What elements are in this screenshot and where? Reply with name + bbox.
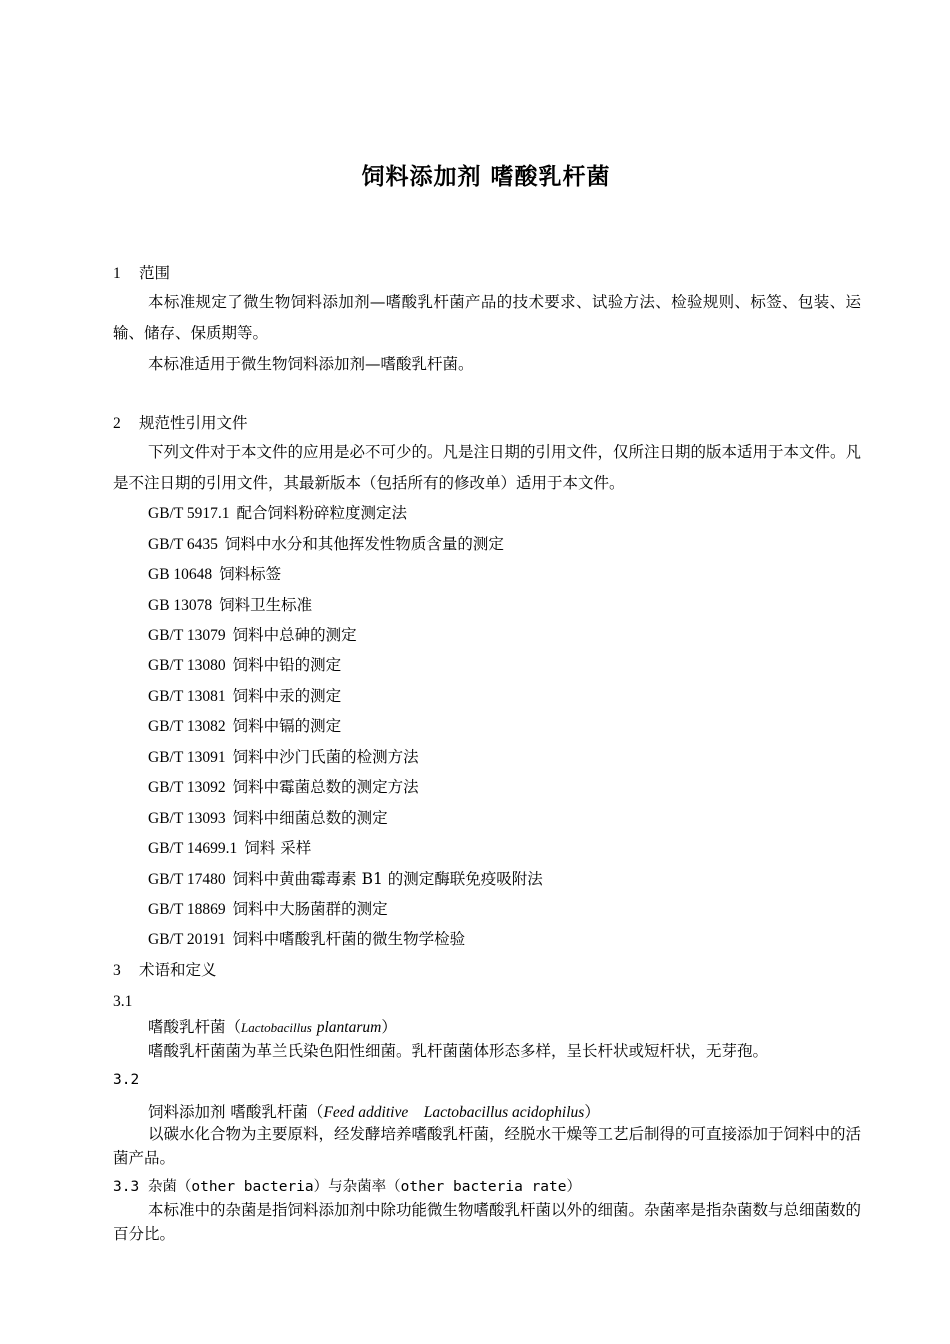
reference-item [148, 565, 281, 585]
reference-name: 饲料中铅的测定 [232, 656, 342, 674]
reference-code: GB/T 17480 [148, 871, 226, 888]
reference-item [148, 717, 341, 737]
term-definition: 本标准中的杂菌是指饲料添加剂中除功能微生物嗜酸乳杆菌以外的细菌。杂菌率是指杂菌数与总细菌数的百分比。 [113, 1201, 862, 1243]
reference-code: GB/T 13079 [148, 627, 226, 644]
term-heading [148, 1103, 600, 1123]
section-1-heading [113, 264, 170, 284]
reference-code: GB/T 20191 [148, 931, 226, 948]
reference-item [148, 504, 407, 524]
section-3-heading [113, 961, 217, 981]
reference-code: GB/T 18869 [148, 901, 226, 918]
paragraph: 下列文件对于本文件的应用是必不可少的。凡是注日期的引用文件，仅所注日期的版本适用于本文件。凡是不注日期的引用文件，其最新版本（包括所有的修改单）适用于本文件。 [113, 443, 862, 492]
section-title: 规范性引用文件 [139, 414, 248, 432]
reference-code: GB/T 13093 [148, 810, 226, 827]
reference-code: GB/T 13080 [148, 657, 226, 674]
reference-item [148, 626, 357, 646]
reference-code: GB/T 13092 [148, 779, 226, 796]
reference-name: 饲料标签 [219, 565, 282, 583]
section-number: 1 [113, 265, 121, 282]
reference-name: 饲料中总砷的测定 [232, 626, 357, 644]
reference-name: 饲料中霉菌总数的测定方法 [232, 778, 419, 796]
reference-name: 饲料 采样 [244, 839, 312, 857]
term-heading: 3.3 杂菌（other bacteria）与杂菌率（other bacteria rate） [113, 1179, 581, 1195]
reference-item [148, 687, 341, 707]
reference-name: 饲料中嗜酸乳杆菌的微生物学检验 [232, 930, 466, 948]
reference-code: GB/T 13081 [148, 688, 226, 705]
reference-code: GB/T 13091 [148, 749, 226, 766]
section-number: 2 [113, 415, 121, 432]
reference-item [148, 809, 388, 829]
reference-code: GB 10648 [148, 566, 213, 583]
section-title: 范围 [139, 264, 171, 282]
document-title: 饲料添加剂 嗜酸乳杆菌 [361, 164, 611, 190]
reference-name: 饲料中黄曲霉毒素 B1 的测定酶联免疫吸附法 [232, 870, 543, 888]
reference-name: 饲料中镉的测定 [232, 717, 342, 735]
term-name: 饲料添加剂 嗜酸乳杆菌（ [148, 1103, 324, 1121]
reference-item [148, 900, 388, 920]
paragraph: 本标准适用于微生物饲料添加剂—嗜酸乳杆菌。 [148, 355, 474, 373]
reference-code: GB/T 13082 [148, 718, 226, 735]
term-number: 3.1 [113, 993, 133, 1010]
reference-item [148, 535, 504, 555]
term-definition: 以碳水化合物为主要原料，经发酵培养嗜酸乳杆菌，经脱水干燥等工艺后制得的可直接添加于饲料中的活菌产品。 [113, 1125, 862, 1167]
reference-code: GB/T 14699.1 [148, 840, 238, 857]
reference-name: 饲料中水分和其他挥发性物质含量的测定 [224, 535, 504, 553]
reference-code: GB/T 5917.1 [148, 505, 230, 522]
reference-item [148, 656, 341, 676]
reference-item [148, 839, 311, 859]
term-number: 3.2 [113, 1072, 140, 1088]
term-bracket: ） [584, 1103, 600, 1121]
reference-name: 配合饲料粉碎粒度测定法 [236, 504, 408, 522]
section-number: 3 [113, 962, 121, 979]
reference-item [148, 748, 419, 768]
paragraph: 本标准规定了微生物饲料添加剂—嗜酸乳杆菌产品的技术要求、试验方法、检验规则、标签、包装、运输、储存、保质期等。 [113, 293, 861, 342]
reference-name: 饲料中沙门氏菌的检测方法 [232, 748, 419, 766]
section-title: 术语和定义 [139, 961, 217, 979]
term-heading [148, 1018, 397, 1038]
reference-name: 饲料中大肠菌群的测定 [232, 900, 388, 918]
term-definition: 嗜酸乳杆菌菌为革兰氏染色阳性细菌。乳杆菌菌体形态多样，呈长杆状或短杆状，无芽孢。 [148, 1042, 769, 1060]
term-latin: plantarum [316, 1019, 382, 1036]
reference-name: 饲料中细菌总数的测定 [232, 809, 388, 827]
reference-name: 饲料卫生标准 [219, 596, 313, 614]
reference-item [148, 870, 543, 890]
term-english: Feed additive Lactobacillus acidophilus [323, 1104, 585, 1121]
term-latin: Lactobacillus [241, 1020, 312, 1035]
section-2-heading [113, 414, 248, 434]
reference-item [148, 930, 465, 950]
reference-item [148, 596, 312, 616]
reference-code: GB/T 6435 [148, 536, 218, 553]
reference-name: 饲料中汞的测定 [232, 687, 342, 705]
term-bracket: ） [381, 1018, 397, 1036]
term-name: 嗜酸乳杆菌（ [148, 1018, 242, 1036]
reference-item [148, 778, 419, 798]
reference-code: GB 13078 [148, 597, 213, 614]
